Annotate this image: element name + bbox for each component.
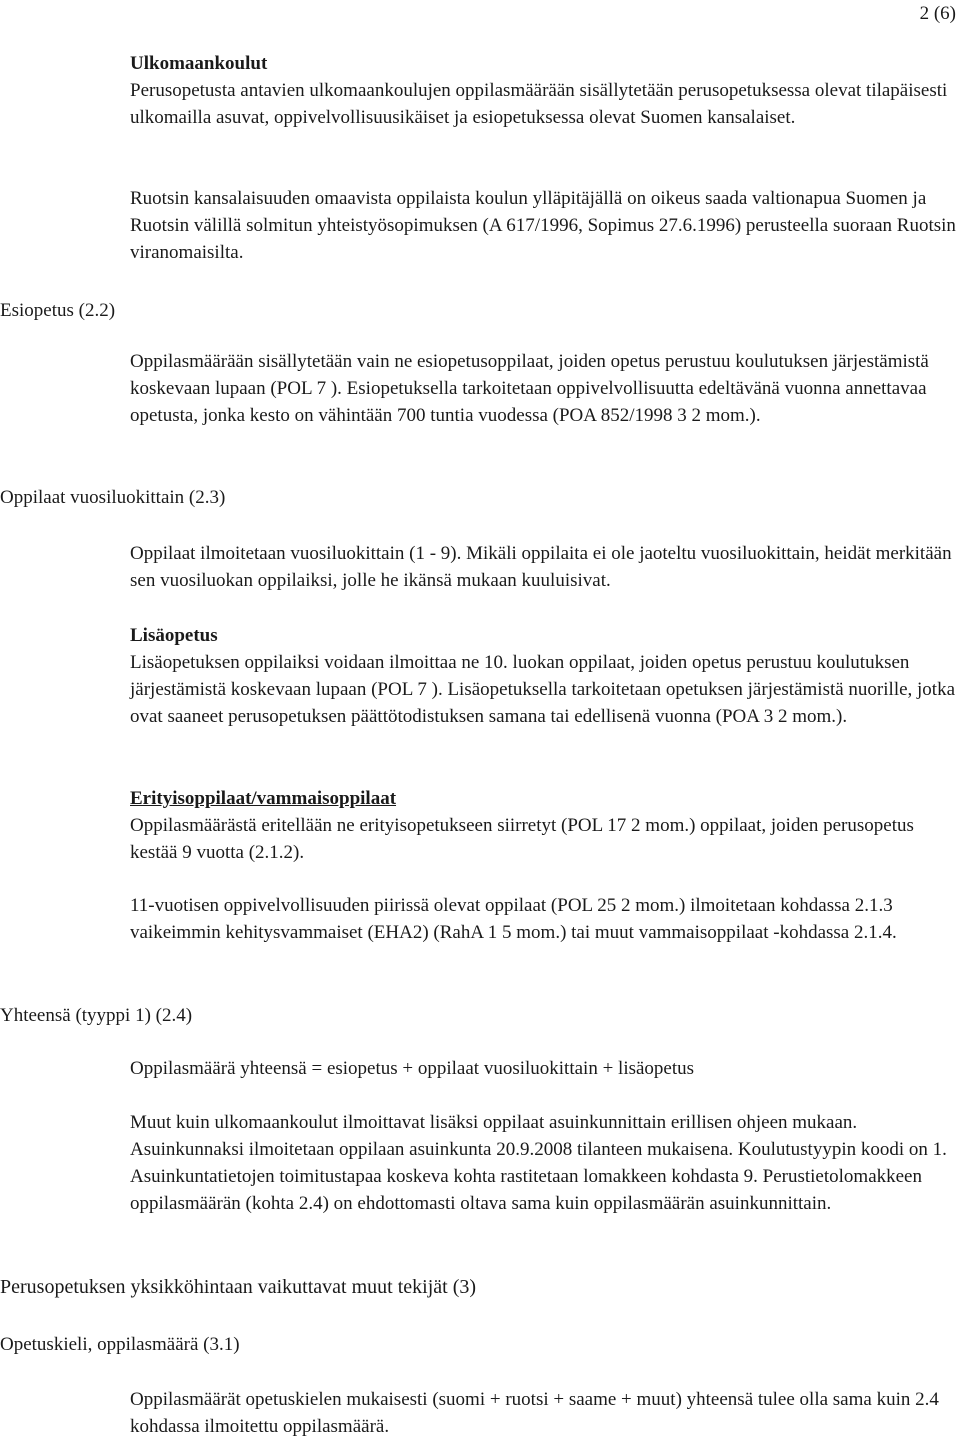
vuosiluokittain-label: Oppilaat vuosiluokittain (2.3) bbox=[0, 487, 226, 508]
esiopetus-paragraph: Oppilasmäärään sisällytetään vain ne esiopetusoppilaat, joiden opetus perustuu koulutuksen järjestämistä koskevaan lupaan (POL 7 ). Esiopetuksella tarkoitetaan oppivelvollisuutta edeltävänä vuonna annettavaa opetusta, jonka kesto on vähintään 700 tuntia vuodessa (POA 852/1998 3 2 mom.). bbox=[130, 351, 929, 426]
lisaopetus-paragraph: Lisäopetuksen oppilaiksi voidaan ilmoittaa ne 10. luokan oppilaat, joiden opetus perustuu koulutuksen järjestämistä koskevaan lupaan (POL 7 ). Lisäopetuksella tarkoitetaan opetuksen järjestämistä nuorille, jotka ovat saaneet perusopetuksen päättötodistuksen samana tai edellisenä vuonna (POA 3 2 mom.). bbox=[130, 652, 956, 727]
yhteensa-paragraph-2: Muut kuin ulkomaankoulut ilmoittavat lisäksi oppilaat asuinkunnittain erillisen ohjeen mukaan. Asuinkunnaksi ilmoitetaan oppilaan asuinkunta 20.9.2008 tilanteen mukaisena. Koulutustyypin koodi on 1. Asuinkuntatietojen toimitustapaa koskeva kohta rastitetaan lomakkeen kohdasta 9. Perustietolomakkeen oppilasmäärän (kohta 2.4) on ehdottomasti oltava sama kuin oppilasmäärän asuinkunnittain. bbox=[130, 1112, 947, 1214]
esiopetus-label: Esiopetus (2.2) bbox=[0, 300, 116, 321]
yhteensa-paragraph-1: Oppilasmäärä yhteensä = esiopetus + oppilaat vuosiluokittain + lisäopetus bbox=[130, 1058, 695, 1079]
page-number: 2 (6) bbox=[919, 3, 956, 24]
lisaopetus-heading: Lisäopetus bbox=[130, 625, 218, 646]
opetuskieli-label: Opetuskieli, oppilasmäärä (3.1) bbox=[0, 1334, 240, 1355]
ulkomaankoulut-heading: Ulkomaankoulut bbox=[130, 53, 268, 74]
yhteensa-label: Yhteensä (tyyppi 1) (2.4) bbox=[0, 1005, 193, 1026]
vuosiluokittain-paragraph: Oppilaat ilmoitetaan vuosiluokittain (1 - 9). Mikäli oppilaita ei ole jaoteltu vuosiluokittain, heidät merkitään sen vuosiluokan oppilaiksi, jolle he ikänsä mukaan kuuluisivat. bbox=[130, 543, 952, 591]
erityisoppilaat-paragraph-1: Oppilasmäärästä eritellään ne erityisopetukseen siirretyt (POL 17 2 mom.) oppilaat, joiden perusopetus kestää 9 vuotta (2.1.2). bbox=[130, 815, 914, 863]
opetuskieli-paragraph: Oppilasmäärät opetuskielen mukaisesti (suomi + ruotsi + saame + muut) yhteensä tulee olla sama kuin 2.4 kohdassa ilmoitettu oppilasmäärä. bbox=[130, 1389, 939, 1437]
ulkomaankoulut-paragraph-2: Ruotsin kansalaisuuden omaavista oppilaista koulun ylläpitäjällä on oikeus saada valtionapua Suomen ja Ruotsin välillä solmitun yhteistyösopimuksen (A 617/1996, Sopimus 27.6.1996) perusteella suoraan Ruotsin viranomaisilta. bbox=[130, 188, 956, 263]
erityisoppilaat-paragraph-2: 11-vuotisen oppivelvollisuuden piirissä olevat oppilaat (POL 25 2 mom.) ilmoitetaan kohdassa 2.1.3 vaikeimmin kehitysvammaiset (EHA2) (RahA 1 5 mom.) tai muut vammaisoppilaat -kohdassa 2.1.4. bbox=[130, 895, 897, 943]
muut-tekijat-heading: Perusopetuksen yksikköhintaan vaikuttavat muut tekijät (3) bbox=[0, 1276, 477, 1298]
ulkomaankoulut-paragraph-1: Perusopetusta antavien ulkomaankoulujen oppilasmäärään sisällytetään perusopetuksessa olevat tilapäisesti ulkomailla asuvat, oppivelvollisuusikäiset ja esiopetuksessa olevat Suomen kansalaiset. bbox=[130, 80, 948, 128]
erityisoppilaat-heading: Erityisoppilaat/vammaisoppilaat bbox=[130, 788, 397, 809]
